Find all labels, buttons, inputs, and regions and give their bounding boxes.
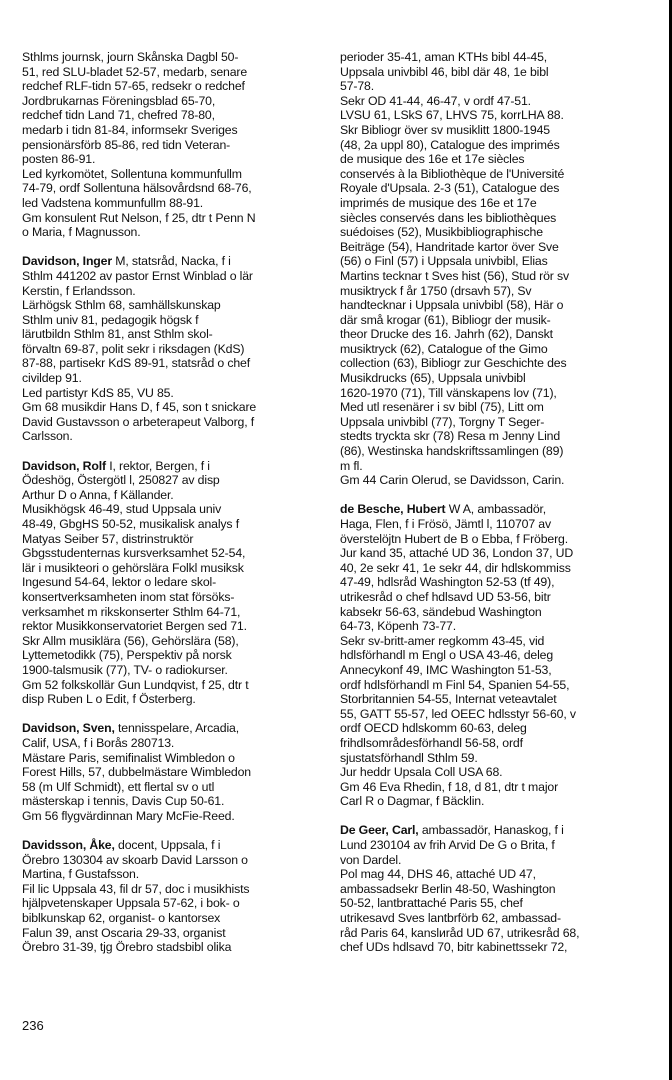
entry-text-line: råd Paris 64, kanslиråd UD 67, utrikesråd 68, (340, 925, 580, 940)
entry-text-line: Sthlm 441202 av pastor Ernst Winblad o lär (22, 268, 253, 283)
entry-text-line: Ingesund 54-64, lektor o ledare skol- (22, 575, 217, 590)
entry-text-line: Carlsson. (22, 429, 73, 444)
entry-text-line: Gm 68 musikdir Hans D, f 45, son t snickare (22, 400, 257, 415)
entry-title: docent, Uppsala, f i (114, 838, 221, 853)
entry-text-line: David Gustavsson o arbeterapeut Valborg, f (22, 414, 255, 429)
entry-text-line: Uppsala univbibl (77), Torgny T Seger- (340, 414, 545, 429)
entry-text-line: förvaltn 69-87, polit sekr i riksdagen (KdS) (22, 341, 245, 356)
entry-text-line: ordf OECD hdlskomm 60-63, deleg (340, 721, 527, 736)
entry-text-line: Gm 52 folkskollär Gun Lundqvist, f 25, dtr t (22, 677, 249, 692)
entry-text-line: (86), Westinska handskriftssamlingen (89) (340, 444, 564, 459)
biography-entry (340, 823, 630, 954)
entry-text-line: redchef tidn Land 71, chefred 78-80, (22, 108, 215, 123)
entry-text-line: Skr Bibliogr över sv musiklitt 1800-1945 (340, 122, 550, 137)
entry-text-line: Ödeshög, Östergötl l, 250827 av disp (22, 473, 220, 488)
entry-text-line: Calif, USA, f i Borås 280713. (22, 735, 175, 750)
entry-text-line: Musikdrucks (65), Uppsala univbibl (340, 371, 526, 386)
entry-text-line: Arthur D o Anna, f Källander. (22, 487, 174, 502)
entry-text-line: Sekr OD 41-44, 46-47, v ordf 47-51. (340, 93, 531, 108)
entry-text-line: Led kyrkomötet, Sollentuna kommunfullm (22, 166, 242, 181)
entry-text-line: led Vadstena kommunfullm 88-91. (22, 195, 204, 210)
entry-text-line: konsertverksamheten inom stat försöks- (22, 589, 235, 604)
entry-text-line: frihdlsområdesförhandl 56-58, ordf (340, 735, 523, 750)
entry-text-line: lär i musikteori o gehörslära Folkl musiksk (22, 560, 244, 575)
entry-text-line: överstelöjtn Hubert de B o Ebba, f Fröberg. (340, 531, 569, 546)
entry-text-line: Falun 39, anst Oscaria 29-33, organist (22, 925, 226, 940)
entry-text-line: Martina, f Gustafsson. (22, 867, 139, 882)
entry-text-line: imprimés de musique des 16e et 17e (340, 195, 537, 210)
entry-text-line: kabsekr 56-63, sändebud Washington (340, 604, 542, 619)
biography-entry (340, 50, 630, 488)
entry-text-line: hjälpvetenskaper Uppsala 57-62, i bok- o (22, 896, 240, 911)
entry-text-line: perioder 35-41, aman KTHs bibl 44-45, (340, 50, 548, 64)
entry-text-line: 57-78. (340, 79, 374, 94)
entry-text-line: Lund 230104 av frih Arvid De G o Brita, f (340, 838, 555, 853)
entry-text-line: 64-73, Köpenh 73-77. (340, 619, 456, 634)
entry-text-line: o Maria, f Magnusson. (22, 225, 141, 240)
entry-text-line: Carl R o Dagmar, f Bäcklin. (340, 794, 485, 809)
entry-text-line: Jur heddr Upsala Coll USA 68. (340, 765, 503, 780)
biography-entry (340, 502, 630, 808)
entry-text-line: musiktryck f år 1750 (drsavh 57), Sv (340, 283, 532, 298)
entry-text-line: de musique des 16e et 17e siècles (340, 152, 525, 167)
entry-text-line: Sekr sv-britt-amer regkomm 43-45, vid (340, 633, 545, 648)
entry-text-line: Örebro 31-39, tjg Örebro stadsbibl olika (22, 940, 232, 955)
entry-text-line: medarb i tidn 81-84, informsekr Sveriges (22, 122, 238, 137)
entry-text-line: 40, 2e sekr 41, 1e sekr 44, dir hdlskommiss (340, 560, 571, 575)
entry-text-line: musiktryck (62), Catalogue of the Gimo (340, 341, 548, 356)
left-column (22, 50, 312, 969)
entry-text-line: redchef RLF-tidn 57-65, redsekr o redchef (22, 79, 245, 94)
entry-text-line: pensionärsförb 85-86, red tidn Veteran- (22, 137, 231, 152)
biography-entry (22, 459, 312, 707)
entry-title: tennisspelare, Arcadia, (114, 721, 239, 736)
entry-text-line: Forest Hills, 57, dubbelmästare Wimbledon (22, 765, 251, 780)
entry-text-line: collection (63), Bibliogr zur Geschichte des (340, 356, 567, 371)
entry-text-line: disp Ruben L o Edit, f Österberg. (22, 692, 196, 707)
entry-heading-line (340, 823, 630, 838)
entry-text-line: 74-79, ordf Sollentuna hälsovårdsnd 68-76, (22, 181, 252, 196)
entry-text-line: Lärhögsk Sthlm 68, samhällskunskap (22, 298, 221, 313)
entry-title: ambassadör, Hanaskog, f i (418, 823, 564, 838)
entry-text-line: 47-49, hdlsråd Washington 52-53 (tf 49), (340, 575, 555, 590)
entry-text-line: där små krogar (61), Bibliogr der musik- (340, 312, 551, 327)
entry-text-line: ambassadsekr Berlin 48-50, Washington (340, 881, 556, 896)
entry-text-line: von Dardel. (340, 852, 402, 867)
entry-name: Davidson, Inger (22, 254, 112, 269)
entry-text-line: Skr Allm musiklära (56), Gehörslära (58), (22, 633, 239, 648)
entry-name: De Geer, Carl, (340, 823, 419, 838)
entry-text-line: Gbgsstudenternas kursverksamhet 52-54, (22, 546, 246, 561)
entry-heading-line (22, 721, 312, 736)
entry-text-line: sjustatsförhandl Sthlm 59. (340, 750, 478, 765)
entry-text-line: Storbritannien 54-55, Internat veteavtalet (340, 692, 557, 707)
entry-text-line: 1900-talsmusik (77), TV- o radiokurser. (22, 662, 228, 677)
biography-entry (22, 721, 312, 823)
entry-heading-line (22, 838, 312, 853)
biography-entry (22, 50, 312, 240)
entry-text-line: Beiträge (54), Handritade kartor över Sve (340, 239, 559, 254)
entry-text-line: chef UDs hdlsavd 70, bitr kabinettssekr 72, (340, 940, 568, 955)
entry-text-line: Sthlm univ 81, pedagogik högsk f (22, 312, 199, 327)
entry-text-line: Gm 46 Eva Rhedin, f 18, d 81, dtr t major (340, 779, 559, 794)
entry-text-line: Jur kand 35, attaché UD 36, London 37, UD (340, 546, 574, 561)
biography-entry (22, 838, 312, 955)
entry-text-line: Mästare Paris, semifinalist Wimbledon o (22, 750, 235, 765)
entry-title: M, statsråd, Nacka, f i (112, 254, 231, 269)
entry-text-line: mästerskap i tennis, Davis Cup 50-61. (22, 794, 225, 809)
entry-text-line: Royale d'Upsala. 2-3 (51), Catalogue des (340, 181, 560, 196)
entry-name: Davidson, Rolf (22, 458, 106, 473)
entry-name: Davidson, Sven, (22, 721, 115, 736)
entry-text-line: Med utl resenärer i sv bibl (75), Litt om (340, 400, 544, 415)
entry-text-line: Lyttemetodikk (75), Perspektiv på norsk (22, 648, 232, 663)
entry-text-line: 48-49, GbgHS 50-52, musikalisk analys f (22, 517, 239, 531)
entry-text-line: ordf hdlsförhandl m Finl 54, Spanien 54-55, (340, 677, 570, 692)
entry-text-line: 50-52, lantbrattaché Paris 55, chef (340, 896, 523, 911)
entry-text-line: Gm 44 Carin Olerud, se Davidsson, Carin. (340, 473, 565, 488)
entry-title: W A, ambassadör, (445, 502, 547, 517)
entry-text-line: 87-88, partisekr KdS 89-91, statsråd o chef (22, 356, 251, 371)
entry-text-line: conservés à la Bibliothèque de l'Université (340, 166, 565, 181)
entry-name: Davidsson, Åke, (22, 838, 115, 853)
entry-text-line: Gm konsulent Rut Nelson, f 25, dtr t Penn N (22, 210, 256, 225)
entry-text-line: Annecykonf 49, IMC Washington 51-53, (340, 662, 552, 677)
entry-text-line: handtecknar i Uppsala univbibl (58), Här o (340, 298, 564, 313)
entry-text-line: Martins tecknar t Sves hist (56), Stud rör sv (340, 268, 570, 283)
entry-text-line: Matyas Seiber 57, distrinstruktör (22, 531, 194, 546)
entry-text-line: 55, GATT 55-57, led OEEC hdlsstyr 56-60, v (340, 706, 576, 721)
entry-text-line: verksamhet m rikskonserter Sthlm 64-71, (22, 604, 241, 619)
entry-text-line: siècles conservés dans les bibliothèques (340, 210, 557, 225)
entry-text-line: Musikhögsk 46-49, stud Uppsala univ (22, 502, 222, 517)
entry-text-line: Örebro 130304 av skoarb David Larsson o (22, 852, 248, 867)
entry-text-line: Jordbrukarnas Föreningsblad 65-70, (22, 93, 216, 108)
entry-text-line: Kerstin, f Erlandsson. (22, 283, 136, 298)
biography-entry (22, 254, 312, 444)
entry-text-line: lärutbildn Sthlm 81, anst Sthlm skol- (22, 327, 213, 342)
entry-text-line: posten 86-91. (22, 152, 96, 167)
entry-text-line: (56) o Finl (57) i Uppsala univbibl, Elias (340, 254, 548, 269)
entry-text-line: stedts tryckta skr (78) Resa m Jenny Lind (340, 429, 561, 444)
entry-text-line: rektor Musikkonservatoriet Bergen sed 71. (22, 619, 247, 634)
page-number: 236 (22, 1018, 44, 1033)
entry-name: de Besche, Hubert (340, 502, 446, 517)
entry-text-line: m fl. (340, 458, 363, 473)
entry-heading-line (22, 459, 312, 474)
entry-text-line: Led partistyr KdS 85, VU 85. (22, 385, 174, 400)
entry-text-line: Fil lic Uppsala 43, fil dr 57, doc i musikhists (22, 881, 250, 896)
entry-title: I, rektor, Bergen, f i (105, 458, 210, 473)
entry-text-line: 51, red SLU-bladet 52-57, medarb, senare (22, 64, 248, 79)
entry-text-line: Uppsala univbibl 46, bibl där 48, 1e bibl (340, 64, 549, 79)
entry-text-line: (48, 2a uppl 80), Catalogue des imprimés (340, 137, 560, 152)
entry-text-line: theor Drucke des 16. Jahrh (62), Danskt (340, 327, 553, 342)
entry-text-line: hdlsförhandl m Engl o USA 43-46, deleg (340, 648, 554, 663)
entry-text-line: utrikesråd o chef hdlsavd UD 53-56, bitr (340, 589, 551, 604)
entry-text-line: utrikesavd Sves lantbrförb 62, ambassad- (340, 911, 561, 926)
entry-text-line: 58 (m Ulf Schmidt), ett flertal sv o utl (22, 779, 215, 794)
entry-text-line: Haga, Flen, f i Frösö, Jämtl l, 110707 av (340, 517, 551, 531)
entry-text-line: suédoises (52), Musikbibliographische (340, 225, 543, 240)
entry-text-line: Pol mag 44, DHS 46, attaché UD 47, (340, 867, 536, 882)
entry-text-line: LVSU 61, LSkS 67, LHVS 75, korrLHA 88. (340, 108, 564, 123)
entry-heading-line (22, 254, 312, 269)
right-column (340, 50, 630, 969)
entry-text-line: 1620-1970 (71), Till vänskapens lov (71), (340, 385, 557, 400)
entry-text-line: biblkunskap 62, organist- o kantorsex (22, 911, 221, 926)
entry-text-line: Sthlms journsk, journ Skånska Dagbl 50- (22, 50, 239, 64)
entry-text-line: Gm 56 flygvärdinnan Mary McFie-Reed. (22, 808, 235, 823)
entry-heading-line (340, 502, 630, 517)
entry-text-line: civildep 91. (22, 371, 82, 386)
